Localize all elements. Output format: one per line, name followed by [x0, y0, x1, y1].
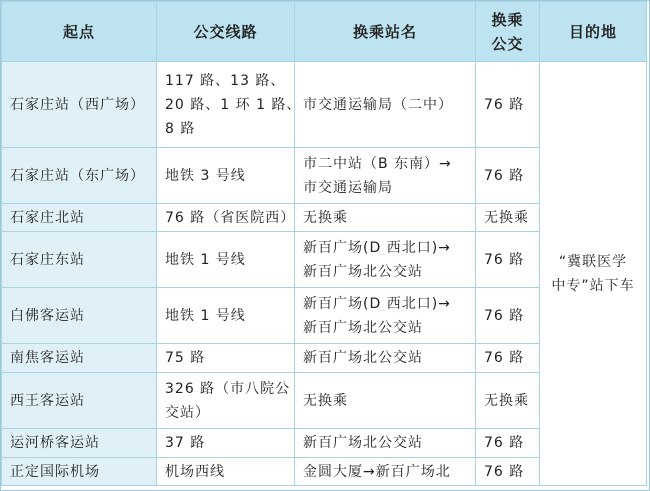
transfer-station-text: 市交通运输局: [303, 179, 393, 196]
bus-line-text: 76 路（省医院西）: [165, 209, 296, 226]
bus-line-text: 机场西线: [165, 463, 225, 480]
bus-line-text: 交站）: [165, 404, 210, 421]
header-transfer-bus-line2: 公交: [491, 34, 524, 53]
transfer-station-text: 新百广场北公交站: [303, 263, 423, 280]
transfer-station-text: 金圆大厦→新百广场北: [303, 463, 451, 480]
cell-transfer-station: [295, 288, 476, 344]
cell-transfer-bus: 76 路: [476, 288, 540, 344]
cell-bus-line: [157, 62, 302, 148]
bus-line-text: 37 路: [165, 435, 206, 451]
transfer-station-text: 新百广场北公交站: [303, 350, 423, 366]
header-transfer-bus-line1: 换乘: [491, 10, 524, 29]
transfer-station-text: 新百广场北公交站: [303, 435, 423, 451]
transfer-station-text: 新百广场北公交站: [303, 319, 423, 336]
cell-start: 石家庄北站: [2, 204, 157, 232]
header-bus-line: 公交线路: [157, 2, 295, 62]
cell-transfer-bus: 76 路: [476, 62, 540, 148]
header-start: 起点: [2, 2, 157, 62]
cell-bus-line: [157, 288, 295, 344]
table-row: [2, 62, 647, 148]
cell-start: 石家庄站（东广场）: [2, 148, 157, 204]
cell-transfer-station: [295, 458, 476, 486]
bus-line-text: 地铁 1 号线: [165, 307, 246, 324]
cell-transfer-bus: 无换乘: [476, 204, 540, 232]
destination-text-line1: “冀联医学: [558, 253, 628, 270]
cell-bus-line: [157, 373, 295, 429]
cell-transfer-station: [295, 373, 476, 429]
cell-start: 南焦客运站: [2, 344, 157, 373]
cell-start: 石家庄东站: [2, 232, 157, 288]
transfer-station-text: 无换乘: [303, 209, 348, 226]
bus-line-text: 117 路、13 路、: [165, 72, 286, 89]
cell-bus-line: [157, 344, 295, 373]
header-transfer-station: 换乘站名: [295, 2, 476, 62]
bus-line-text: 326 路（市八院公: [165, 380, 291, 397]
transfer-station-text: 市二中站（B 东南）→: [303, 155, 452, 172]
cell-transfer-station: [295, 204, 476, 232]
cell-transfer-bus: 76 路: [476, 148, 540, 204]
bus-line-text: 8 路: [165, 120, 196, 137]
bus-route-table: [1, 1, 647, 486]
cell-start: 白佛客运站: [2, 288, 157, 344]
header-destination: 目的地: [540, 2, 647, 62]
transfer-station-text: 新百广场(D 西北口)→: [303, 295, 451, 312]
cell-start: 运河桥客运站: [2, 429, 157, 458]
bus-line-text: 地铁 1 号线: [165, 251, 246, 268]
cell-bus-line: [157, 204, 295, 232]
bus-line-text: 75 路: [165, 350, 206, 366]
cell-start: 西王客运站: [2, 373, 157, 429]
cell-bus-line: [157, 232, 295, 288]
bus-line-text: 地铁 3 号线: [165, 167, 246, 184]
cell-start: 石家庄站（西广场）: [2, 62, 157, 148]
table-body: [2, 62, 647, 486]
cell-transfer-station: [295, 232, 476, 288]
header-transfer-bus: [476, 2, 540, 62]
destination-text-line2: 中专”站下车: [551, 277, 635, 294]
bus-line-text: 20 路、1 环 1 路、: [165, 96, 302, 113]
cell-transfer-bus: 76 路: [476, 458, 540, 486]
cell-start: 正定国际机场: [2, 458, 157, 486]
cell-destination: [540, 62, 647, 486]
cell-bus-line: [157, 458, 295, 486]
transfer-station-text: 无换乘: [303, 392, 348, 409]
cell-transfer-bus: 无换乘: [476, 373, 540, 429]
cell-transfer-station: [295, 429, 476, 458]
transfer-station-text: 新百广场(D 西北口)→: [303, 239, 451, 256]
cell-bus-line: [157, 429, 295, 458]
cell-bus-line: [157, 148, 295, 204]
cell-transfer-bus: 76 路: [476, 344, 540, 373]
cell-transfer-bus: 76 路: [476, 429, 540, 458]
table-header-row: [2, 2, 647, 62]
cell-transfer-station: [295, 62, 476, 148]
cell-transfer-station: [295, 148, 476, 204]
cell-transfer-bus: 76 路: [476, 232, 540, 288]
transfer-station-text: 市交通运输局（二中）: [303, 96, 453, 113]
cell-transfer-station: [295, 344, 476, 373]
